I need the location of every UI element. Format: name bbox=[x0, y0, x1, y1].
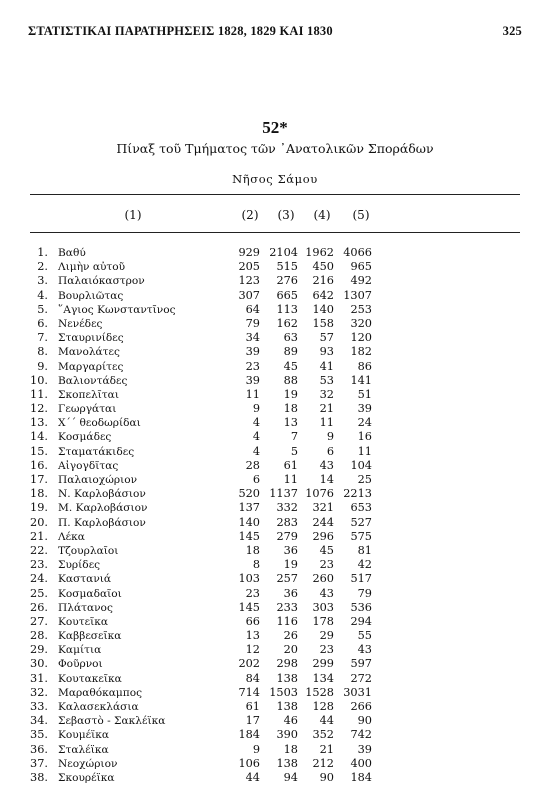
value-col-3: 2104 bbox=[269, 246, 298, 259]
value-col-4: 53 bbox=[319, 373, 334, 387]
row-number: 28. bbox=[30, 629, 48, 643]
table-row bbox=[0, 303, 550, 317]
value-col-5: 1307 bbox=[343, 288, 372, 302]
value-col-5: 527 bbox=[350, 515, 372, 529]
value-col-5: 16 bbox=[357, 430, 372, 444]
value-col-4: 93 bbox=[319, 345, 334, 359]
row-number: 32. bbox=[30, 685, 48, 699]
value-col-3: 138 bbox=[276, 700, 298, 713]
row-number: 15. bbox=[30, 444, 48, 458]
table-row bbox=[0, 445, 550, 459]
table-row bbox=[0, 374, 550, 388]
row-number: 23. bbox=[30, 558, 48, 572]
value-col-4: 212 bbox=[312, 756, 334, 770]
value-col-3: 46 bbox=[283, 714, 298, 728]
value-col-2: 8 bbox=[252, 558, 260, 572]
table-row bbox=[0, 260, 550, 274]
table-row bbox=[0, 743, 550, 757]
value-col-4: 216 bbox=[312, 274, 334, 288]
village-name: Κοσμάδες bbox=[58, 431, 112, 444]
value-col-2: 307 bbox=[238, 288, 260, 302]
value-col-3: 18 bbox=[283, 742, 298, 756]
value-col-4: 9 bbox=[326, 430, 334, 444]
value-col-3: 20 bbox=[283, 643, 298, 657]
value-col-2: 66 bbox=[245, 614, 260, 628]
value-col-3: 19 bbox=[283, 387, 298, 401]
row-number: 8. bbox=[37, 345, 48, 359]
value-col-5: 294 bbox=[350, 614, 372, 628]
table-row bbox=[0, 360, 550, 374]
value-col-4: 23 bbox=[319, 643, 334, 657]
value-col-4: 23 bbox=[319, 558, 334, 572]
column-header-5: (5) bbox=[352, 208, 370, 222]
value-col-2: 202 bbox=[238, 657, 260, 671]
value-col-3: 11 bbox=[283, 473, 298, 486]
value-col-4: 140 bbox=[312, 302, 334, 316]
row-number: 4. bbox=[37, 288, 48, 302]
village-name: Μαραθόκαμπος bbox=[58, 686, 143, 699]
value-col-2: 39 bbox=[245, 345, 260, 359]
value-col-5: 86 bbox=[357, 359, 372, 373]
value-col-2: 140 bbox=[238, 515, 260, 529]
village-name: Παλαιόκαστρον bbox=[58, 275, 145, 288]
table-title: Πίναξ τοῦ Τμήματος τῶν ᾿Ανατολικῶν Σποράδων bbox=[116, 141, 434, 156]
village-name: Νεοχώριον bbox=[58, 757, 118, 770]
village-name: ῞Αγιος Κωνσταντῖνος bbox=[58, 303, 176, 316]
table-row bbox=[0, 587, 550, 601]
table-row bbox=[0, 615, 550, 629]
table-row bbox=[0, 487, 550, 501]
table-row bbox=[0, 544, 550, 558]
value-col-4: 1962 bbox=[305, 246, 334, 259]
table-row bbox=[0, 643, 550, 657]
value-col-5: 43 bbox=[357, 643, 372, 657]
value-col-4: 41 bbox=[319, 359, 334, 373]
table-row bbox=[0, 402, 550, 416]
value-col-5: 400 bbox=[350, 756, 372, 770]
table-row bbox=[0, 657, 550, 671]
column-header-3: (3) bbox=[277, 208, 295, 222]
value-col-2: 103 bbox=[238, 572, 260, 586]
row-number: 11. bbox=[30, 387, 48, 401]
row-number: 17. bbox=[30, 473, 48, 486]
value-col-4: 1076 bbox=[305, 487, 334, 501]
value-col-2: 4 bbox=[252, 444, 260, 458]
table-row bbox=[0, 700, 550, 714]
value-col-3: 61 bbox=[283, 458, 298, 472]
value-col-3: 88 bbox=[283, 373, 298, 387]
row-number: 24. bbox=[30, 572, 48, 586]
value-col-2: 520 bbox=[238, 487, 260, 501]
value-col-3: 113 bbox=[276, 302, 298, 316]
value-col-5: 320 bbox=[350, 316, 372, 330]
table-row bbox=[0, 501, 550, 515]
value-col-2: 6 bbox=[252, 473, 260, 486]
value-col-3: 233 bbox=[276, 600, 298, 614]
value-col-4: 21 bbox=[319, 742, 334, 756]
village-name: Καββεσεῖκα bbox=[58, 630, 122, 643]
table-row bbox=[0, 530, 550, 544]
value-col-5: 253 bbox=[350, 302, 372, 316]
table-body bbox=[0, 246, 550, 785]
table-subtitle: Νῆσος Σάμου bbox=[232, 172, 318, 186]
village-name: Κουμέϊκα bbox=[58, 729, 110, 742]
village-name: Γεωργάται bbox=[58, 403, 117, 416]
value-col-2: 205 bbox=[238, 260, 260, 274]
table-row bbox=[0, 317, 550, 331]
value-col-3: 94 bbox=[283, 770, 298, 784]
value-col-3: 36 bbox=[283, 586, 298, 600]
row-number: 20. bbox=[30, 515, 48, 529]
row-number: 7. bbox=[37, 331, 48, 345]
row-number: 27. bbox=[30, 614, 48, 628]
value-col-2: 145 bbox=[238, 600, 260, 614]
row-number: 2. bbox=[37, 260, 48, 274]
value-col-5: 597 bbox=[350, 657, 372, 671]
value-col-3: 665 bbox=[276, 288, 298, 302]
value-col-2: 79 bbox=[245, 316, 260, 330]
row-number: 12. bbox=[30, 402, 48, 416]
row-number: 18. bbox=[30, 487, 48, 501]
value-col-2: 39 bbox=[245, 373, 260, 387]
value-col-3: 89 bbox=[283, 345, 298, 359]
village-name: Παλαιοχώριον bbox=[58, 474, 138, 486]
row-number: 30. bbox=[30, 657, 48, 671]
table-header-rule bbox=[30, 232, 520, 233]
value-col-5: 182 bbox=[350, 345, 372, 359]
value-col-4: 14 bbox=[319, 473, 334, 486]
value-col-4: 642 bbox=[312, 288, 334, 302]
value-col-4: 128 bbox=[312, 700, 334, 713]
value-col-5: 965 bbox=[350, 260, 372, 274]
running-header-title: ΣΤΑΤΙΣΤΙΚΑΙ ΠΑΡΑΤΗΡΗΣΕΙΣ 1828, 1829 ΚΑΙ 1830 bbox=[28, 24, 333, 38]
value-col-2: 9 bbox=[252, 402, 260, 416]
table-row bbox=[0, 771, 550, 785]
village-name: Πλάτανος bbox=[58, 601, 113, 614]
row-number: 5. bbox=[37, 302, 48, 316]
table-row bbox=[0, 601, 550, 615]
value-col-2: 17 bbox=[245, 714, 260, 728]
value-col-2: 106 bbox=[238, 756, 260, 770]
table-row bbox=[0, 416, 550, 430]
value-col-5: 55 bbox=[357, 629, 372, 643]
value-col-5: 492 bbox=[350, 274, 372, 288]
value-col-2: 145 bbox=[238, 529, 260, 543]
table-row bbox=[0, 629, 550, 643]
table-row bbox=[0, 558, 550, 572]
value-col-3: 279 bbox=[276, 529, 298, 543]
row-number: 21. bbox=[30, 529, 48, 543]
value-col-3: 257 bbox=[276, 572, 298, 586]
value-col-4: 1528 bbox=[305, 685, 334, 699]
row-number: 25. bbox=[30, 586, 48, 600]
value-col-2: 714 bbox=[238, 685, 260, 699]
value-col-4: 45 bbox=[319, 543, 334, 557]
row-number: 35. bbox=[30, 728, 48, 742]
value-col-5: 575 bbox=[350, 529, 372, 543]
row-number: 9. bbox=[37, 359, 48, 373]
value-col-3: 63 bbox=[283, 331, 298, 345]
value-col-3: 116 bbox=[276, 614, 298, 628]
value-col-5: 536 bbox=[350, 600, 372, 614]
value-col-5: 266 bbox=[350, 700, 372, 713]
village-name: Π. Καρλοβάσιον bbox=[58, 516, 146, 529]
value-col-2: 18 bbox=[245, 543, 260, 557]
value-col-2: 929 bbox=[238, 246, 260, 259]
value-col-3: 18 bbox=[283, 402, 298, 416]
value-col-4: 32 bbox=[319, 387, 334, 401]
value-col-5: 25 bbox=[357, 473, 372, 486]
row-number: 6. bbox=[37, 316, 48, 330]
value-col-4: 260 bbox=[312, 572, 334, 586]
value-col-3: 26 bbox=[283, 629, 298, 643]
table-row bbox=[0, 289, 550, 303]
row-number: 1. bbox=[37, 246, 48, 259]
value-col-4: 21 bbox=[319, 402, 334, 416]
row-number: 34. bbox=[30, 714, 48, 728]
village-name: Βαθύ bbox=[58, 247, 86, 259]
village-name: Βουρλιῶτας bbox=[58, 289, 124, 302]
village-name: Κοσμαδαῖοι bbox=[58, 587, 122, 600]
value-col-2: 9 bbox=[252, 742, 260, 756]
village-name: Ν. Καρλοβάσιον bbox=[58, 488, 146, 501]
village-name: Συρίδες bbox=[58, 559, 101, 572]
village-name: Σταλέϊκα bbox=[58, 743, 109, 756]
table-row bbox=[0, 430, 550, 444]
value-col-3: 390 bbox=[276, 728, 298, 742]
row-number: 10. bbox=[30, 373, 48, 387]
value-col-5: 653 bbox=[350, 501, 372, 515]
value-col-5: 11 bbox=[357, 444, 372, 458]
value-col-4: 90 bbox=[319, 770, 334, 784]
value-col-3: 138 bbox=[276, 671, 298, 685]
village-name: Φοῦρνοι bbox=[58, 658, 103, 671]
value-col-3: 13 bbox=[283, 416, 298, 430]
village-name: Καστανιά bbox=[58, 573, 112, 586]
table-row bbox=[0, 572, 550, 586]
value-col-5: 272 bbox=[350, 671, 372, 685]
village-name: Σκουρέϊκα bbox=[58, 771, 115, 784]
value-col-2: 64 bbox=[245, 302, 260, 316]
value-col-3: 1137 bbox=[269, 487, 298, 501]
row-number: 3. bbox=[37, 274, 48, 288]
village-name: Σεβαστὸ - Σακλέϊκα bbox=[58, 715, 166, 728]
row-number: 22. bbox=[30, 543, 48, 557]
value-col-4: 44 bbox=[319, 714, 334, 728]
row-number: 38. bbox=[30, 770, 48, 784]
value-col-3: 162 bbox=[276, 316, 298, 330]
village-name: Καμίτια bbox=[58, 644, 102, 657]
value-col-2: 23 bbox=[245, 586, 260, 600]
value-col-2: 34 bbox=[245, 331, 260, 345]
value-col-5: 90 bbox=[357, 714, 372, 728]
value-col-2: 123 bbox=[238, 274, 260, 288]
value-col-4: 352 bbox=[312, 728, 334, 742]
value-col-4: 178 bbox=[312, 614, 334, 628]
row-number: 31. bbox=[30, 671, 48, 685]
village-name: Βαλιοντάδες bbox=[58, 374, 128, 387]
value-col-3: 1503 bbox=[269, 685, 298, 699]
value-col-4: 244 bbox=[312, 515, 334, 529]
value-col-5: 39 bbox=[357, 742, 372, 756]
table-row bbox=[0, 274, 550, 288]
value-col-4: 11 bbox=[319, 416, 334, 430]
value-col-3: 36 bbox=[283, 543, 298, 557]
village-name: Σκοπελῖται bbox=[58, 388, 119, 401]
village-name: Μαργαρίτες bbox=[58, 360, 124, 373]
village-name: Καλασεκλάσια bbox=[58, 701, 139, 713]
value-col-5: 79 bbox=[357, 586, 372, 600]
row-number: 33. bbox=[30, 700, 48, 713]
value-col-4: 134 bbox=[312, 671, 334, 685]
row-number: 14. bbox=[30, 430, 48, 444]
value-col-5: 141 bbox=[350, 373, 372, 387]
value-col-5: 184 bbox=[350, 770, 372, 784]
value-col-5: 120 bbox=[350, 331, 372, 345]
column-header-4: (4) bbox=[313, 208, 331, 222]
value-col-5: 4066 bbox=[343, 246, 372, 259]
value-col-5: 24 bbox=[357, 416, 372, 430]
table-row bbox=[0, 331, 550, 345]
value-col-5: 104 bbox=[350, 458, 372, 472]
value-col-4: 299 bbox=[312, 657, 334, 671]
value-col-3: 7 bbox=[290, 430, 298, 444]
value-col-5: 517 bbox=[350, 572, 372, 586]
table-row bbox=[0, 345, 550, 359]
village-name: Κουτεῖκα bbox=[58, 615, 109, 628]
village-name: Νενέδες bbox=[58, 317, 103, 330]
village-name: Λιμὴν αὐτοῦ bbox=[58, 261, 126, 274]
value-col-3: 45 bbox=[283, 359, 298, 373]
table-row bbox=[0, 459, 550, 473]
table-row bbox=[0, 728, 550, 742]
table-row bbox=[0, 714, 550, 728]
value-col-4: 43 bbox=[319, 586, 334, 600]
village-name: Τζουρλαῖοι bbox=[58, 544, 119, 557]
village-name: Σταματάκιδες bbox=[58, 445, 135, 458]
value-col-2: 137 bbox=[238, 501, 260, 515]
table-row bbox=[0, 757, 550, 771]
village-name: Μανολάτες bbox=[58, 346, 120, 359]
row-number: 37. bbox=[30, 756, 48, 770]
value-col-2: 12 bbox=[245, 643, 260, 657]
value-col-4: 158 bbox=[312, 316, 334, 330]
table-number: 52* bbox=[262, 118, 288, 137]
row-number: 13. bbox=[30, 416, 48, 430]
value-col-5: 742 bbox=[350, 728, 372, 742]
value-col-4: 321 bbox=[312, 501, 334, 515]
running-header bbox=[28, 24, 522, 42]
value-col-2: 13 bbox=[245, 629, 260, 643]
value-col-4: 303 bbox=[312, 600, 334, 614]
value-col-3: 283 bbox=[276, 515, 298, 529]
table-row bbox=[0, 473, 550, 487]
column-header-2: (2) bbox=[241, 208, 259, 222]
table-row bbox=[0, 686, 550, 700]
value-col-5: 51 bbox=[357, 387, 372, 401]
value-col-3: 515 bbox=[276, 260, 298, 274]
value-col-4: 57 bbox=[319, 331, 334, 345]
table-row bbox=[0, 516, 550, 530]
value-col-5: 39 bbox=[357, 402, 372, 416]
value-col-3: 298 bbox=[276, 657, 298, 671]
value-col-4: 450 bbox=[312, 260, 334, 274]
value-col-3: 19 bbox=[283, 558, 298, 572]
value-col-2: 11 bbox=[245, 387, 260, 401]
row-number: 29. bbox=[30, 643, 48, 657]
row-number: 16. bbox=[30, 458, 48, 472]
village-name: Αἰγογδῖτας bbox=[58, 459, 119, 472]
value-col-4: 6 bbox=[326, 444, 334, 458]
row-number: 26. bbox=[30, 600, 48, 614]
village-name: Κουτακεῖκα bbox=[58, 672, 122, 685]
value-col-3: 138 bbox=[276, 756, 298, 770]
value-col-4: 296 bbox=[312, 529, 334, 543]
value-col-5: 2213 bbox=[343, 487, 372, 501]
column-header-1: (1) bbox=[124, 208, 142, 222]
value-col-4: 29 bbox=[319, 629, 334, 643]
village-name: Λέκα bbox=[58, 530, 85, 543]
row-number: 36. bbox=[30, 742, 48, 756]
value-col-2: 61 bbox=[245, 700, 260, 713]
value-col-5: 42 bbox=[357, 558, 372, 572]
value-col-2: 4 bbox=[252, 430, 260, 444]
value-col-2: 184 bbox=[238, 728, 260, 742]
village-name: Σταυρινίδες bbox=[58, 332, 124, 345]
village-name: Μ. Καρλοβάσιον bbox=[58, 502, 148, 515]
value-col-4: 43 bbox=[319, 458, 334, 472]
value-col-3: 5 bbox=[290, 444, 298, 458]
row-number: 19. bbox=[30, 501, 48, 515]
page-number: 325 bbox=[502, 24, 522, 38]
value-col-2: 84 bbox=[245, 671, 260, 685]
value-col-3: 276 bbox=[276, 274, 298, 288]
value-col-2: 28 bbox=[245, 458, 260, 472]
value-col-2: 23 bbox=[245, 359, 260, 373]
value-col-5: 81 bbox=[357, 543, 372, 557]
table-row bbox=[0, 388, 550, 402]
village-name: Χ´´ θεοδωρίδαι bbox=[58, 417, 141, 430]
value-col-3: 332 bbox=[276, 501, 298, 515]
value-col-2: 4 bbox=[252, 416, 260, 430]
table-row bbox=[0, 246, 550, 260]
table-row bbox=[0, 672, 550, 686]
value-col-2: 44 bbox=[245, 770, 260, 784]
table-top-rule bbox=[30, 194, 520, 195]
value-col-5: 3031 bbox=[343, 685, 372, 699]
